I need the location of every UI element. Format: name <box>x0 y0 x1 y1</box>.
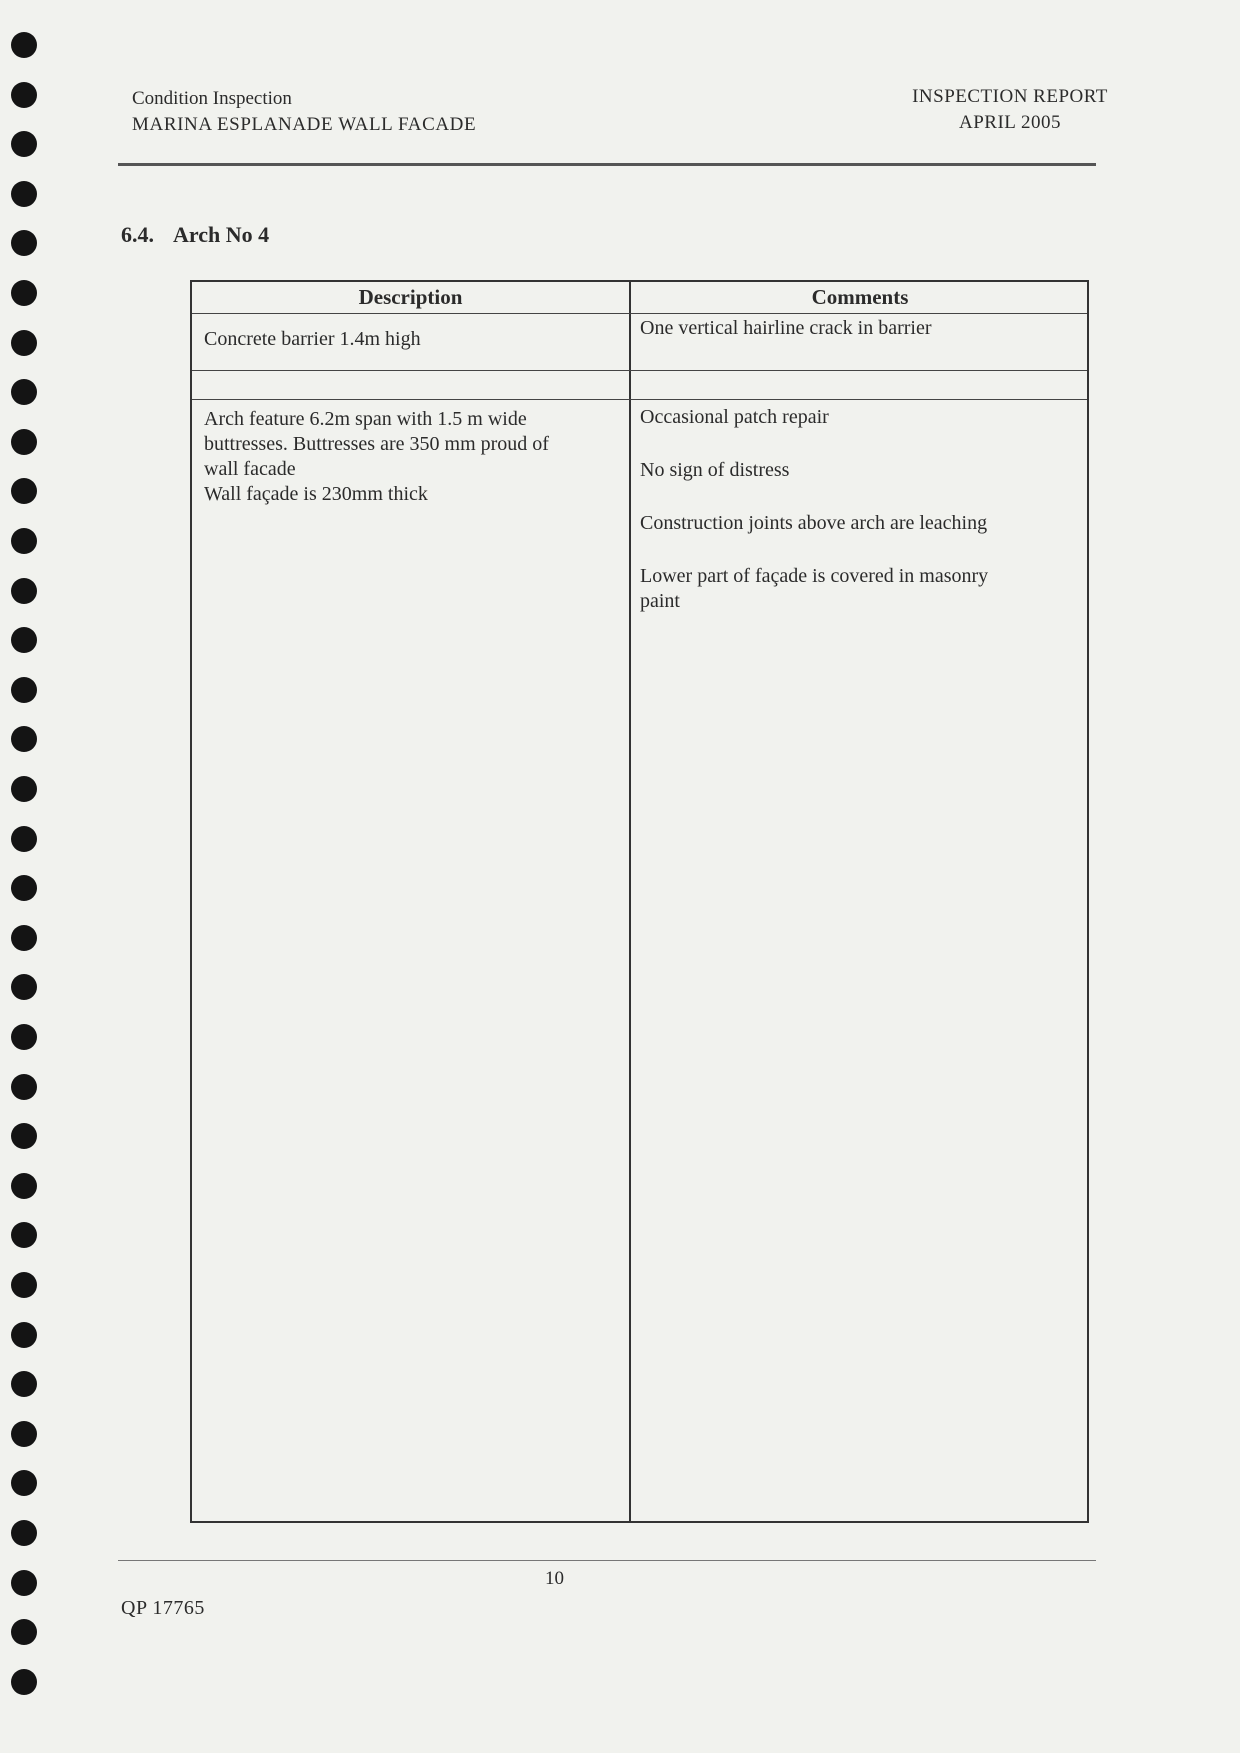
section-title: Arch No 4 <box>173 222 270 247</box>
comment-line: paint <box>640 590 680 612</box>
binding-hole <box>11 974 37 1000</box>
binding-holes <box>0 0 60 1753</box>
binding-hole <box>11 1669 37 1695</box>
header-left <box>132 86 476 138</box>
row3-description <box>204 407 624 507</box>
binding-hole <box>11 677 37 703</box>
binding-hole <box>11 1470 37 1496</box>
row-divider <box>192 370 1087 371</box>
binding-hole <box>11 478 37 504</box>
comment-line: Lower part of façade is covered in masonry <box>640 565 989 587</box>
binding-hole <box>11 1074 37 1100</box>
description-line: Concrete barrier 1.4m high <box>204 328 421 350</box>
footer-divider <box>118 1560 1096 1561</box>
binding-hole <box>11 1520 37 1546</box>
comment-line: No sign of distress <box>640 459 790 481</box>
section-number: 6.4. <box>121 222 154 247</box>
document-code: QP 17765 <box>121 1597 205 1619</box>
column-divider <box>629 282 631 1521</box>
header-report-date: APRIL 2005 <box>959 112 1061 133</box>
row1-comments <box>640 316 1080 341</box>
binding-hole <box>11 82 37 108</box>
binding-hole <box>11 330 37 356</box>
binding-hole <box>11 1173 37 1199</box>
binding-hole <box>11 1371 37 1397</box>
binding-hole <box>11 925 37 951</box>
binding-hole <box>11 875 37 901</box>
binding-hole <box>11 181 37 207</box>
row-divider <box>192 399 1087 400</box>
binding-hole <box>11 578 37 604</box>
binding-hole <box>11 826 37 852</box>
binding-hole <box>11 1222 37 1248</box>
section-heading <box>121 222 269 248</box>
row1-description <box>204 327 619 352</box>
column-header-description: Description <box>358 285 463 309</box>
binding-hole <box>11 280 37 306</box>
binding-hole <box>11 379 37 405</box>
header-project-type: Condition Inspection <box>132 88 292 109</box>
binding-hole <box>11 627 37 653</box>
binding-hole <box>11 528 37 554</box>
binding-hole <box>11 1024 37 1050</box>
row3-comments <box>640 405 1080 614</box>
binding-hole <box>11 776 37 802</box>
column-header-comments: Comments <box>811 285 909 309</box>
binding-hole <box>11 726 37 752</box>
description-line: buttresses. Buttresses are 350 mm proud of <box>204 433 549 455</box>
binding-hole <box>11 1570 37 1596</box>
description-line: wall facade <box>204 458 296 480</box>
header-right <box>860 84 1160 136</box>
binding-hole <box>11 32 37 58</box>
header-project-name: MARINA ESPLANADE WALL FACADE <box>132 114 477 135</box>
header-report-type: INSPECTION REPORT <box>912 86 1108 107</box>
comment-line: Occasional patch repair <box>640 406 829 428</box>
description-line: Wall façade is 230mm thick <box>204 483 428 505</box>
inspection-table <box>190 280 1089 1523</box>
description-line: Arch feature 6.2m span with 1.5 m wide <box>204 408 527 430</box>
comment-line: One vertical hairline crack in barrier <box>640 317 932 339</box>
page-number: 10 <box>545 1568 564 1589</box>
binding-hole <box>11 1322 37 1348</box>
header-row-divider <box>192 313 1087 314</box>
binding-hole <box>11 1421 37 1447</box>
binding-hole <box>11 131 37 157</box>
comment-line: Construction joints above arch are leaching <box>640 512 988 534</box>
binding-hole <box>11 1619 37 1645</box>
binding-hole <box>11 429 37 455</box>
header-divider <box>118 163 1096 166</box>
binding-hole <box>11 1272 37 1298</box>
binding-hole <box>11 1123 37 1149</box>
binding-hole <box>11 230 37 256</box>
